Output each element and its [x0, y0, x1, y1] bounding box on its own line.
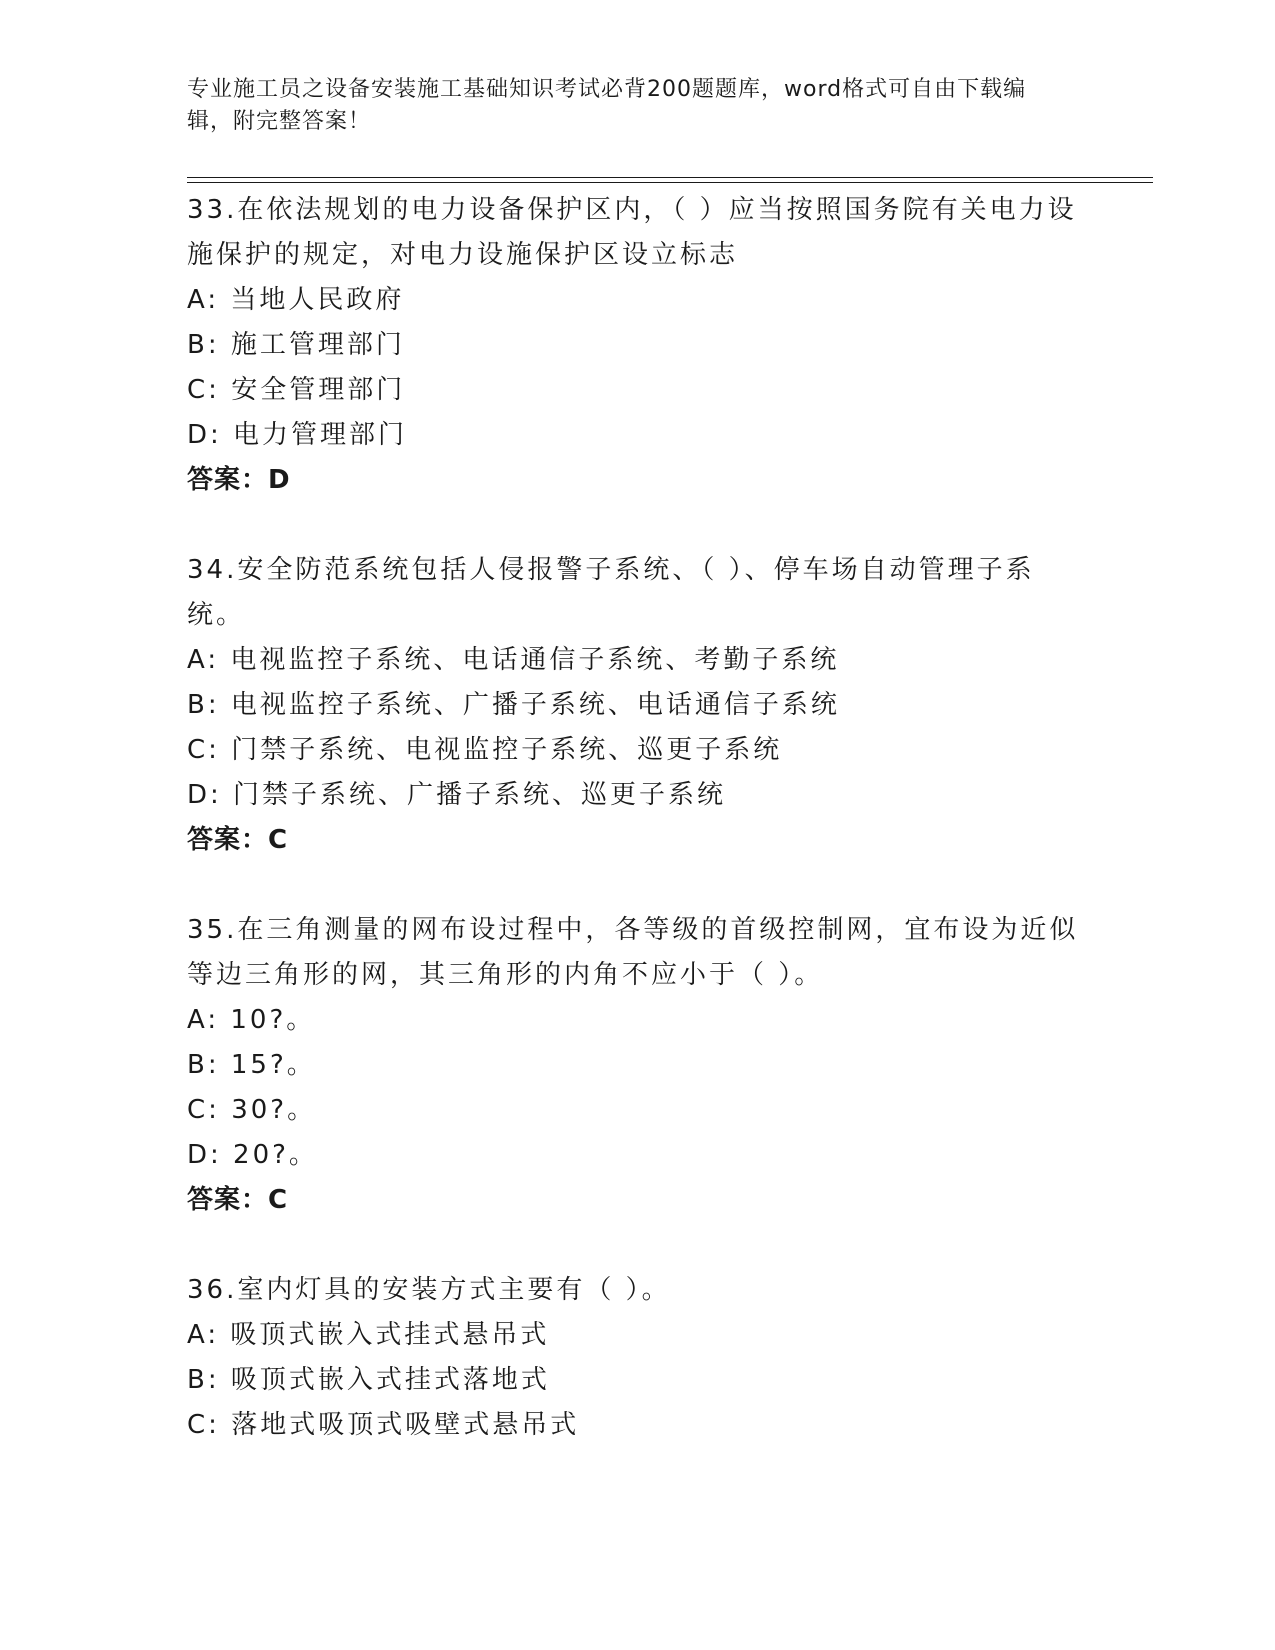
- option-c: C: 30?。: [187, 1095, 317, 1125]
- header-rule-top: [187, 177, 1153, 178]
- question-36: [187, 1268, 1087, 1448]
- header-rule-bottom: [187, 182, 1153, 183]
- option-b: B: 吸顶式嵌入式挂式落地式: [187, 1365, 550, 1395]
- option-a: A: 10?。: [187, 1005, 316, 1035]
- question-35: [187, 908, 1087, 1223]
- question-stem: 36.室内灯具的安装方式主要有（ ）。: [187, 1275, 671, 1305]
- option-c: C: 落地式吸顶式吸壁式悬吊式: [187, 1410, 580, 1440]
- question-stem: 35.在三角测量的网布设过程中，各等级的首级控制网，宜布设为近似等边三角形的网，其三角形的内角不应小于（ ）。: [187, 915, 1079, 990]
- answer: 答案：C: [187, 825, 289, 855]
- option-a: A: 电视监控子系统、电话通信子系统、考勤子系统: [187, 645, 840, 675]
- question-stem: 34.安全防范系统包括人侵报警子系统、（ ）、停车场自动管理子系统。: [187, 555, 1035, 630]
- option-b: B: 15?。: [187, 1050, 316, 1080]
- option-d: D: 20?。: [187, 1140, 318, 1170]
- answer: 答案：C: [187, 1185, 289, 1215]
- option-b: B: 施工管理部门: [187, 330, 405, 360]
- answer: 答案：D: [187, 465, 291, 495]
- option-c: C: 安全管理部门: [187, 375, 406, 405]
- option-a: A: 当地人民政府: [187, 285, 405, 315]
- option-d: D: 电力管理部门: [187, 420, 408, 450]
- question-33: [187, 188, 1087, 503]
- option-d: D: 门禁子系统、广播子系统、巡更子系统: [187, 780, 727, 810]
- option-b: B: 电视监控子系统、广播子系统、电话通信子系统: [187, 690, 840, 720]
- option-c: C: 门禁子系统、电视监控子系统、巡更子系统: [187, 735, 783, 765]
- document-header: 专业施工员之设备安装施工基础知识考试必背200题题库，word格式可自由下载编辑，附完整答案！: [187, 77, 1027, 134]
- question-34: [187, 548, 1087, 863]
- question-stem: 33.在依法规划的电力设备保护区内，（ ）应当按照国务院有关电力设施保护的规定，对电力设施保护区设立标志: [187, 195, 1077, 270]
- option-a: A: 吸顶式嵌入式挂式悬吊式: [187, 1320, 550, 1350]
